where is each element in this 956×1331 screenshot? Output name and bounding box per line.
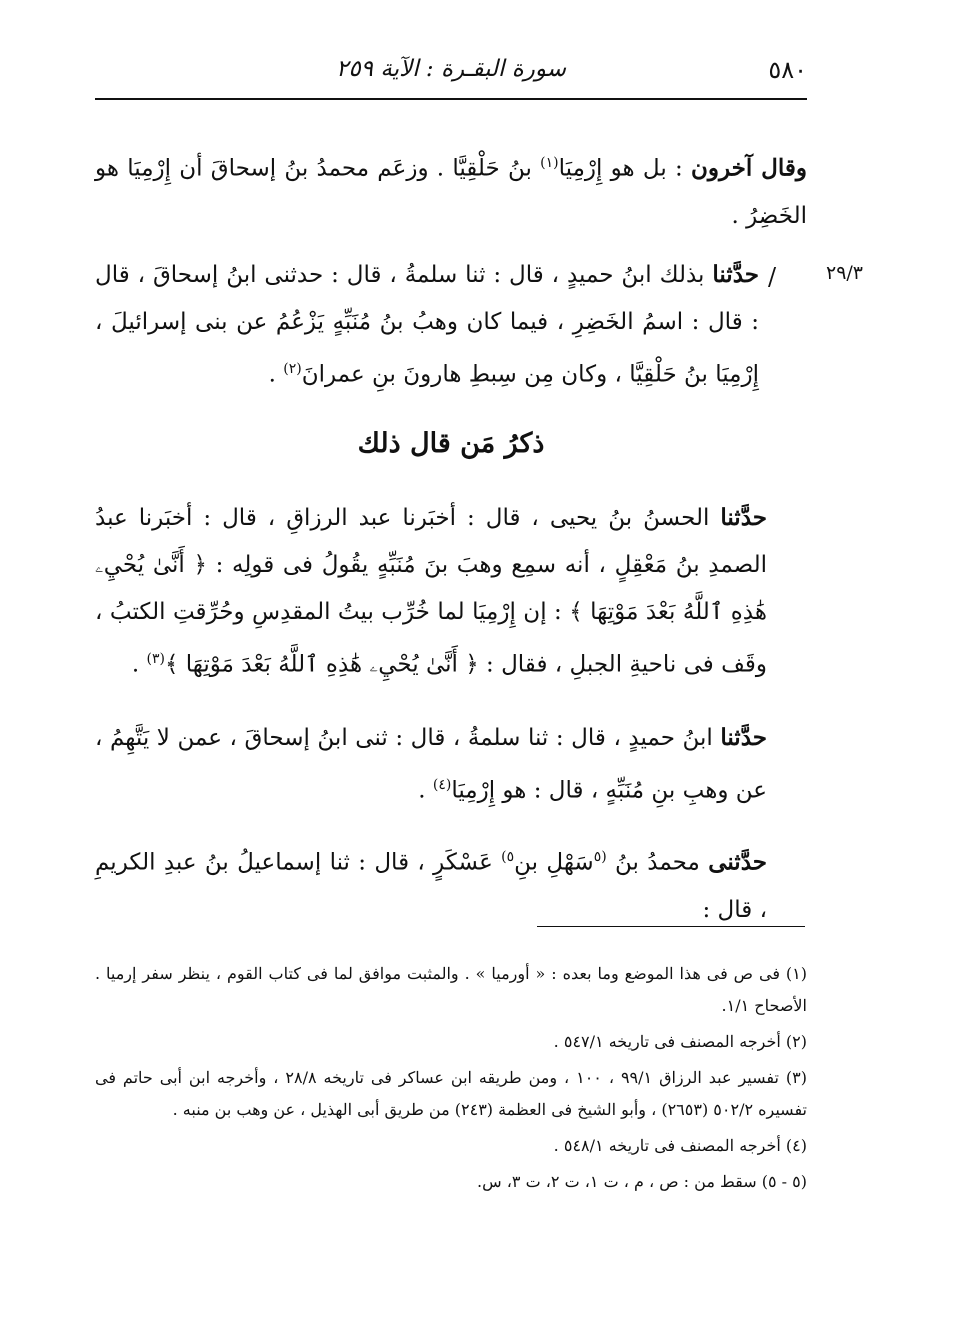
paragraph-text: بذلك ابنُ حميدٍ ، قال : ثنا سلمةُ ، قال : حدثنى ابنُ إسحاقَ ، قال : قال : اسمُ الخَضِرِ ، فيما كان وهبُ بنُ مُنَبِّهٍ يَزْعُمُ عن بنى إسرائيلَ ، إِرْمِيَا بنُ حَلْقِيَّا ، وكان مِن سِبطِ هارونَ بنِ عمرانَ	[95, 262, 759, 388]
paragraph-3	[95, 494, 807, 689]
paragraph-text: .	[268, 361, 284, 388]
paragraph-lead-word: حدَّثنى	[708, 848, 767, 876]
section-heading: ذكرُ مَن قال ذلك	[357, 428, 545, 459]
paragraph-lead-word: حدَّثنا	[720, 724, 767, 751]
paragraph-text: عَسْكَرٍ ، قال : ثنا إسماعيلُ بنُ عبدِ الكريمِ ، قال :	[95, 849, 767, 923]
paragraph-lead-word: وقال آخرون	[690, 154, 808, 182]
paragraph-text: بنُ حَلْقِيَّا . وزعَم محمدُ بنُ إسحاقَ أن إِرْمِيَا هو الخَضِرُ .	[95, 155, 807, 229]
page-number: ٥٨٠	[768, 56, 807, 84]
footnote: (٣) تفسير عبد الرزاق ٩٩/١ ، ١٠٠ ، ومن طريقه ابن عساكر فى تاريخه ٢٨/٨ ، وأخرجه ابن أبى حاتم فى تفسيره ٥٠٢/٢ (٢٦٥٣) ، وأبو الشيخ فى العظمة (٢٤٣) من طريق أبى الهذيل ، عن وهب بن منبه .	[95, 1068, 807, 1119]
running-title: سورة البقـرة : الآية ٢٥٩	[335, 56, 567, 82]
footnotes	[95, 958, 807, 1202]
paragraph-text: .	[131, 651, 147, 678]
paragraph-text: سَهْلِ بنِ	[514, 849, 594, 876]
footnote-reference: (٥	[593, 849, 607, 865]
paragraph-lead-word: حدَّثنا	[720, 504, 767, 531]
paragraph-text: ابنُ حميدٍ ، قال : ثنا سلمةُ ، قال : ثنى ابنُ إسحاقَ ، عمن لا يَتَّهِمُ ، عن وهبِ بنِ مُنَبِّهٍ ، قال : هو إِرْمِيَا	[95, 725, 767, 804]
footnote-reference: (٣)	[146, 651, 165, 667]
margin-volume-page-note: ٢٩/٣	[826, 262, 864, 284]
footnote: (٤) أخرجه المصنف فى تاريخه ٥٤٨/١ .	[553, 1136, 807, 1155]
paragraph-text: محمدُ بنُ	[606, 849, 709, 876]
paragraph-text: : بل هو إِرْمِيَا	[558, 155, 691, 182]
footnote-reference: (٤)	[432, 777, 452, 793]
page-header	[95, 52, 807, 92]
margin-page-break-mark: /	[768, 263, 777, 291]
footnote: (٥ - ٥) سقط من : ص ، م ، ت ١، ت ٢، ت ٣، س.	[477, 1172, 807, 1191]
paragraph-5	[95, 834, 807, 934]
paragraph-text: الحسنُ بنُ يحيى ، قال : أخبَرنا عبد الرزاقِ ، قال : أخبَرنا عبدُ الصمدِ بنُ مَعْقِلٍ ، أنه سمِع وهبَ بنَ مُنَبِّهٍ يقُولُ فى قولِه : ﴿ أَنَّىٰ يُحْيِۦ هَٰذِهِ ٱللَّهُ بَعْدَ مَوْتِهَا ﴾ : إن إِرْمِيَا لما خُرِّب بيتُ المقدِسِ وحُرِّقتِ الكتبُ ، وقَف فى ناحيةِ الجبلِ ، فقال : ﴿ أَنَّىٰ يُحْيِۦ هَٰذِهِ ٱللَّهُ بَعْدَ مَوْتِهَا ﴾	[95, 505, 767, 678]
footnote-reference: ٥)	[501, 849, 515, 865]
paragraph-4	[95, 714, 807, 815]
footnote-reference: (٢)	[283, 361, 302, 377]
paragraph-2	[95, 251, 807, 399]
footnote: (١) فى ص فى هذا الموضع وما بعده : « أورميا » . والمثبت موافق لما فى كتاب القوم ، ينظر سفر إرميا . الأصحاح ١/١.	[95, 964, 807, 1015]
paragraph-1	[95, 140, 807, 240]
paragraph-text: .	[418, 777, 433, 804]
paragraph-lead-word: حدَّثنا	[712, 261, 759, 288]
footnote-reference: (١)	[540, 155, 559, 171]
footnote-separator	[537, 926, 805, 927]
footnote: (٢) أخرجه المصنف فى تاريخه ٥٤٧/١ .	[553, 1032, 807, 1051]
header-rule	[95, 98, 807, 100]
